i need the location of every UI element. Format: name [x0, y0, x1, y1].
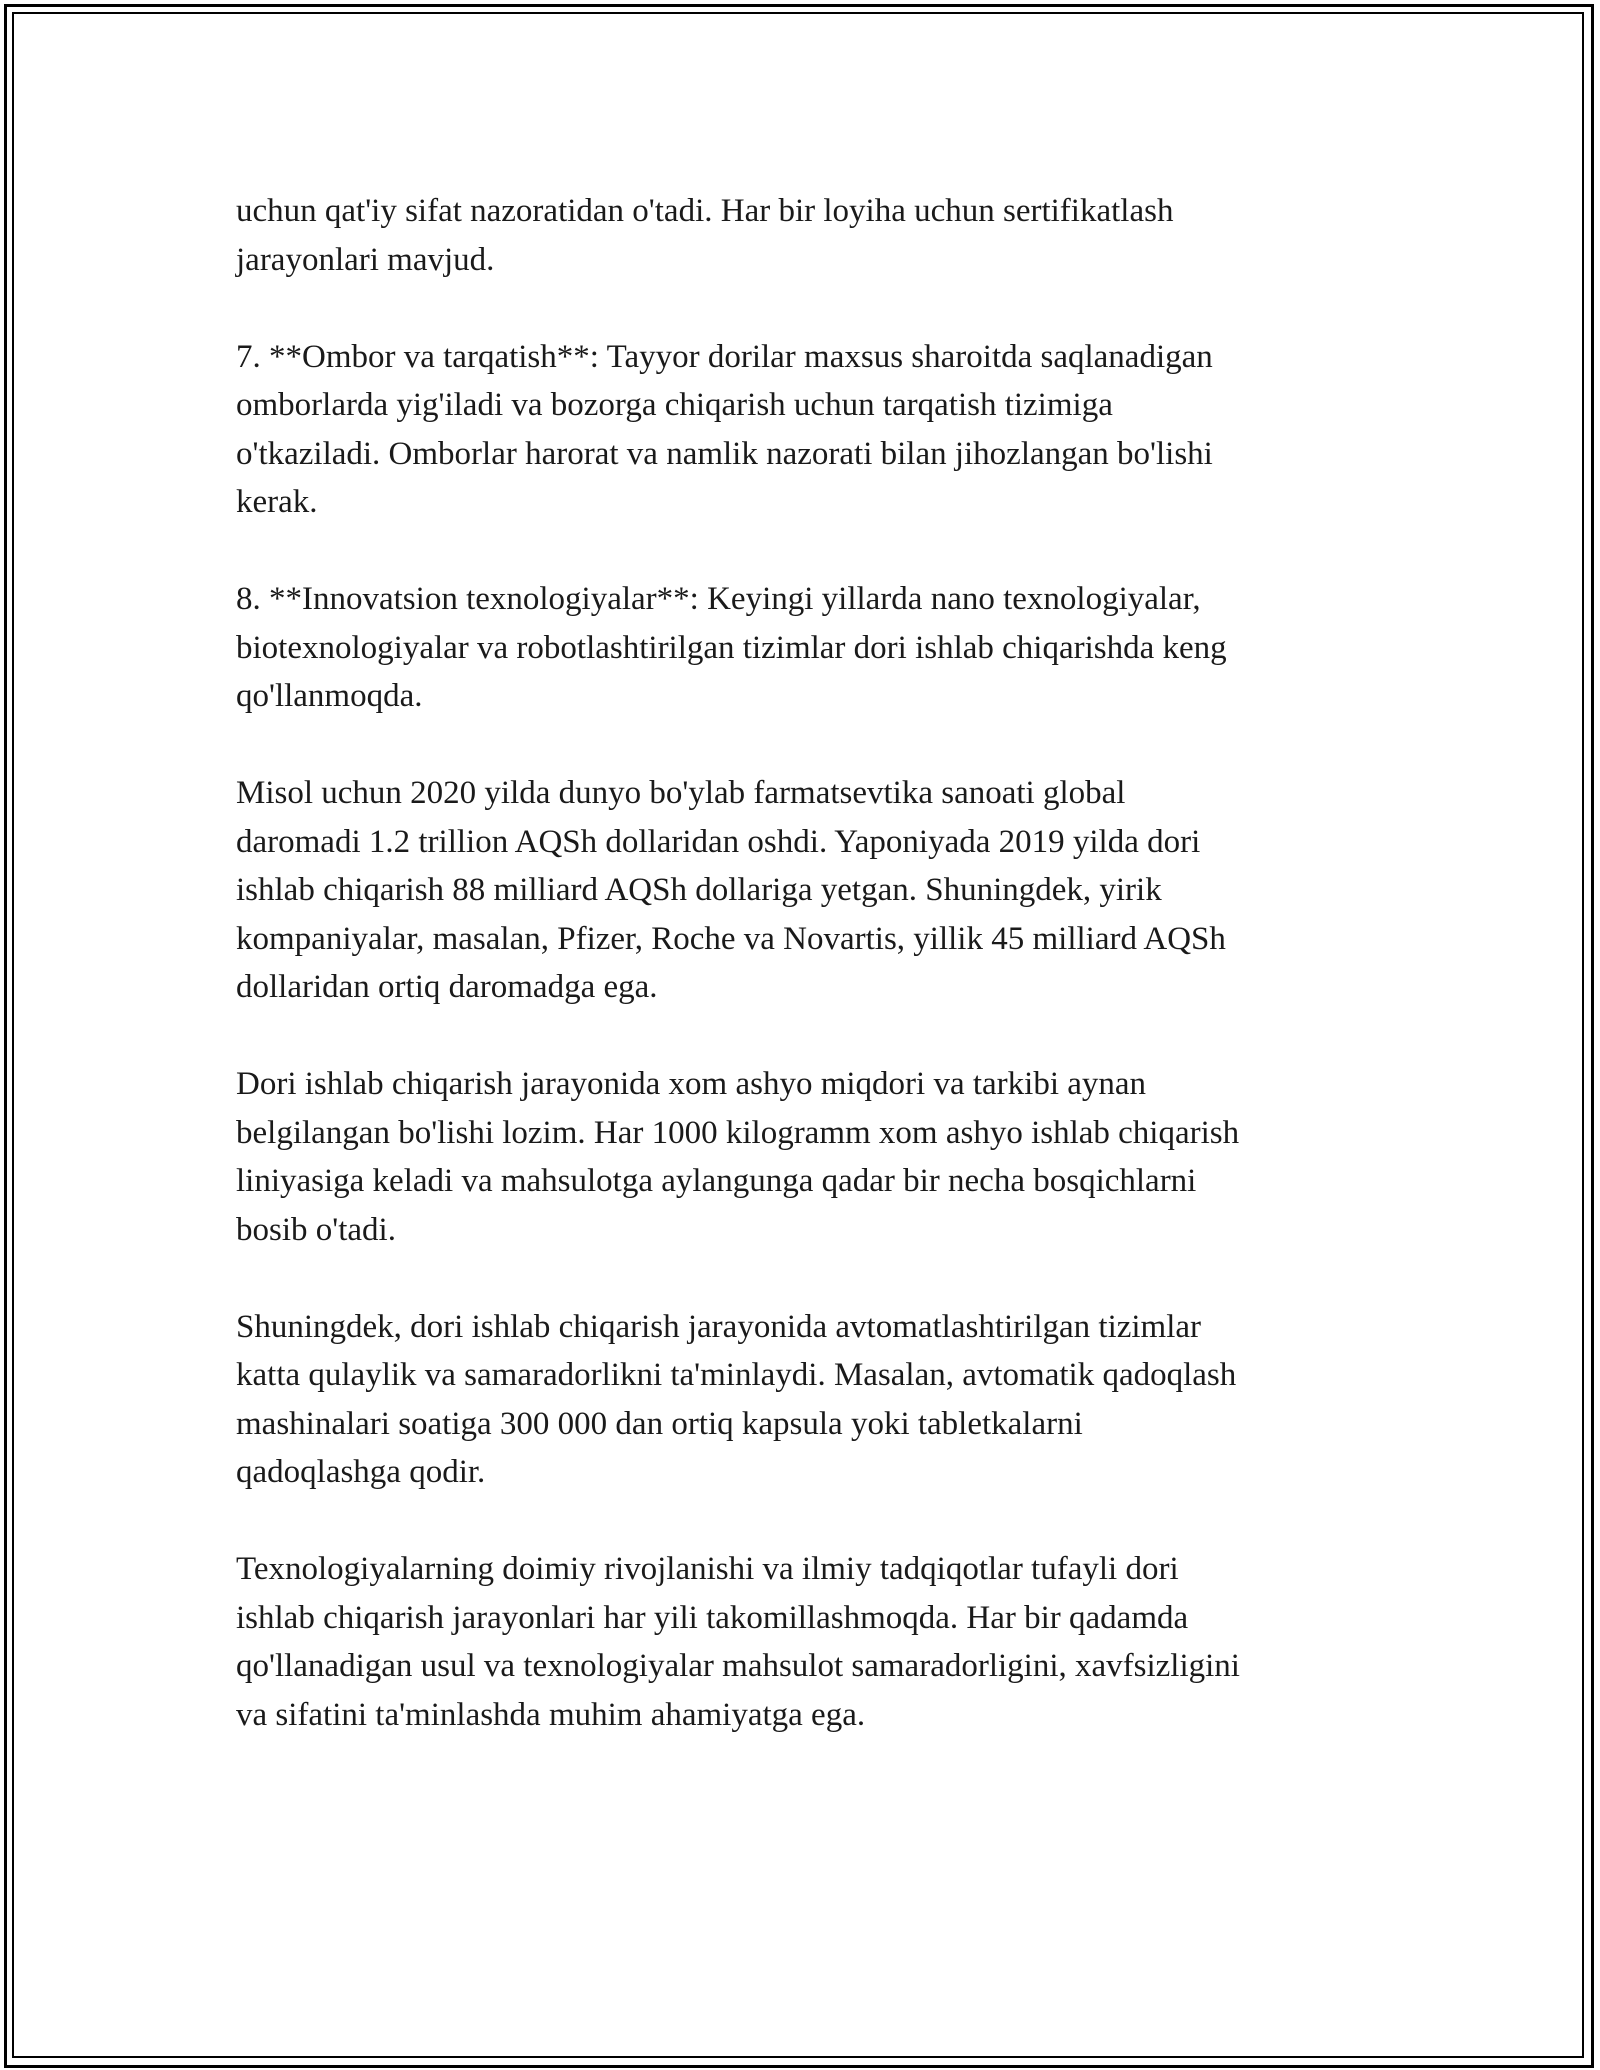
text-line: o'tkaziladi. Omborlar harorat va namlik nazorati bilan jihozlangan bo'lishi: [236, 435, 1213, 472]
text-line: daromadi 1.2 trillion AQSh dollaridan oshdi. Yaponiyada 2019 yilda dori: [236, 823, 1201, 860]
text-line: biotexnologiyalar va robotlashtirilgan tizimlar dori ishlab chiqarishda keng: [236, 629, 1227, 666]
text-line: kompaniyalar, masalan, Pfizer, Roche va Novartis, yillik 45 milliard AQSh: [236, 920, 1226, 957]
text-line: dollaridan ortiq daromadga ega.: [236, 969, 658, 1005]
text-line: va sifatini ta'minlashda muhim ahamiyatga ega.: [236, 1696, 866, 1733]
text-line: Texnologiyalarning doimiy rivojlanishi va ilmiy tadqiqotlar tufayli dori: [236, 1551, 1179, 1587]
paragraph-quality-control-end: [236, 187, 1366, 284]
text-line: 8. **Innovatsion texnologiyalar**: Keyingi yillarda nano texnologiyalar,: [236, 581, 1201, 617]
text-line: belgilangan bo'lishi lozim. Har 1000 kilogramm xom ashyo ishlab chiqarish: [236, 1114, 1240, 1151]
text-line: qo'llanadigan usul va texnologiyalar mahsulot samaradorligini, xavfsizligini: [236, 1648, 1240, 1684]
text-line: qadoqlashga qodir.: [236, 1454, 486, 1490]
text-line: Dori ishlab chiqarish jarayonida xom ashyo miqdori va tarkibi aynan: [236, 1066, 1147, 1102]
text-line: ishlab chiqarish jarayonlari har yili takomillashmoqda. Har bir qadamda: [236, 1599, 1189, 1636]
paragraph-automation: [236, 1303, 1366, 1497]
text-line: katta qulaylik va samaradorlikni ta'minlaydi. Masalan, avtomatik qadoqlash: [236, 1357, 1237, 1393]
document-body: [236, 187, 1366, 1788]
text-line: jarayonlari mavjud.: [236, 241, 495, 278]
text-line: Misol uchun 2020 yilda dunyo bo'ylab farmatsevtika sanoati global: [236, 775, 1126, 811]
text-line: ishlab chiqarish 88 milliard AQSh dollariga yetgan. Shuningdek, yirik: [236, 872, 1162, 908]
paragraph-innovative-technologies: [236, 575, 1366, 721]
paragraph-storage-distribution: [236, 333, 1366, 527]
paragraph-conclusion: [236, 1545, 1366, 1739]
text-line: 7. **Ombor va tarqatish**: Tayyor dorilar maxsus sharoitda saqlanadigan: [236, 338, 1213, 375]
text-line: kerak.: [236, 484, 318, 520]
text-line: mashinalari soatiga 300 000 dan ortiq kapsula yoki tabletkalarni: [236, 1405, 1083, 1442]
text-line: liniyasiga keladi va mahsulotga aylangunga qadar bir necha bosqichlarni: [236, 1163, 1197, 1199]
paragraph-raw-materials: [236, 1060, 1366, 1254]
text-line: uchun qat'iy sifat nazoratidan o'tadi. Har bir loyiha uchun sertifikatlash: [236, 193, 1174, 229]
text-line: Shuningdek, dori ishlab chiqarish jarayonida avtomatlashtirilgan tizimlar: [236, 1308, 1202, 1345]
text-line: qo'llanmoqda.: [236, 678, 423, 714]
paragraph-global-revenue: [236, 769, 1366, 1012]
text-line: omborlarda yig'iladi va bozorga chiqarish uchun tarqatish tizimiga: [236, 387, 1113, 423]
text-line: bosib o'tadi.: [236, 1211, 396, 1248]
